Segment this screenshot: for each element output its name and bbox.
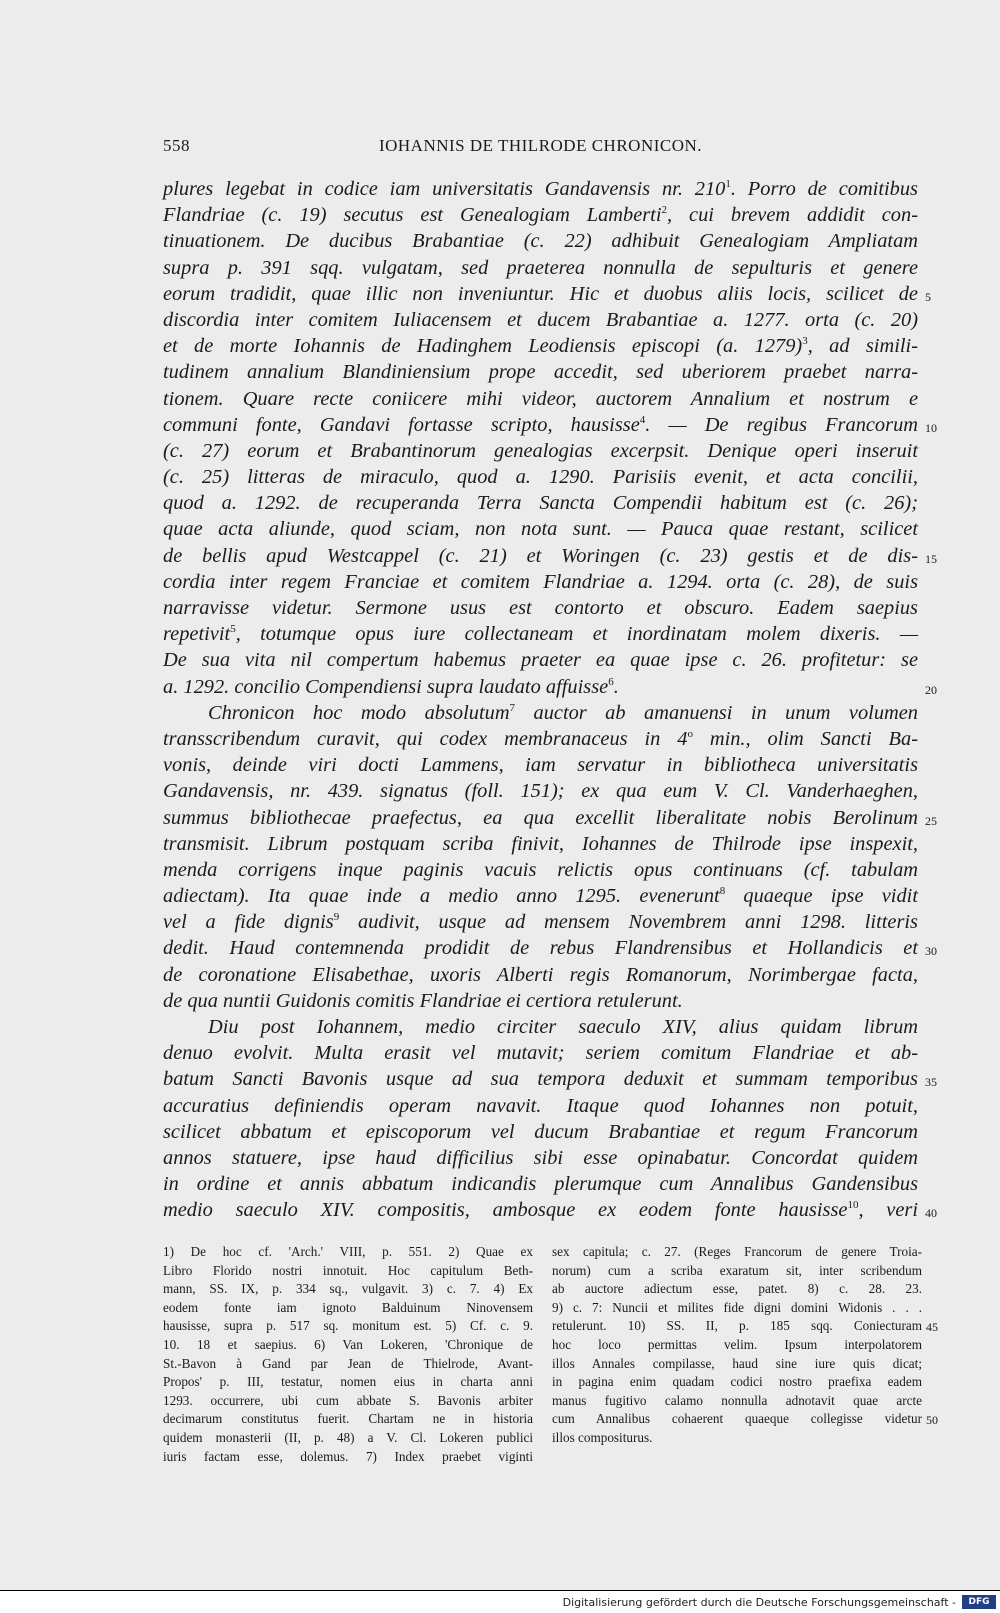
line-text-tail: , cui brevem addidit con-: [667, 204, 918, 227]
line-text-tail: min., olim Sancti Ba-: [692, 727, 918, 750]
text-line: [163, 647, 918, 673]
text-line: [163, 359, 918, 385]
line-text: tudinem annalium Blandiniensium prope accedit, sed uberiorem praebet narra-: [163, 361, 918, 384]
text-line: [163, 962, 918, 988]
line-text: cordia inter regem Franciae et comitem Flandriae a. 1294. orta (c. 28), de suis: [163, 570, 918, 593]
text-line: [163, 333, 918, 359]
footnote-line: 1) De hoc cf. 'Arch.' VIII, p. 551. 2) Quae ex: [163, 1244, 533, 1259]
footnote-line: Propos' p. III, testatur, nomen eius in charta anni: [163, 1374, 533, 1390]
text-line: [163, 543, 937, 569]
text-line: [163, 438, 918, 464]
footnote-ref: 1: [725, 178, 731, 191]
body-text: [163, 176, 937, 1224]
line-text: discordia inter comitem Iuliacensem et ducem Brabantiae a. 1277. orta (c. 20): [163, 308, 918, 331]
text-line: [163, 412, 937, 438]
text-line: [163, 831, 918, 857]
line-text: medio saeculo XIV. compositis, ambosque ex eodem fonte hausisse: [163, 1199, 848, 1222]
line-number: 50: [926, 1413, 938, 1428]
text-line: [163, 988, 918, 1014]
line-text-tail: . — De regibus Francorum: [645, 413, 918, 436]
text-line: [163, 621, 918, 647]
footnote-line: [552, 1262, 922, 1281]
line-text: supra p. 391 sqq. vulgatam, sed praeterea nonnulla de sepulturis et genere: [163, 256, 918, 279]
line-number: 45: [926, 1320, 938, 1335]
text-line: [163, 595, 918, 621]
footnote-ref: o: [687, 728, 693, 741]
footnote-ref: 3: [802, 335, 808, 348]
line-number: 10: [925, 420, 937, 435]
footnote-text: illos compositurus.: [552, 1429, 653, 1445]
line-text: Flandriae (c. 19) secutus est Genealogiam Lamberti: [163, 204, 662, 227]
footnote-ref: 7: [509, 701, 516, 714]
digitization-footer: [0, 1591, 1000, 1613]
footnote-ref: 8: [719, 885, 726, 898]
footnote-text: ab auctore adiectum esse, patet. 8) c. 28. 23.: [552, 1281, 922, 1297]
line-text: summus bibliothecae praefectus, ea qua excellit liberalitate nobis Berolinum: [163, 806, 918, 829]
line-text-tail: , veri: [858, 1199, 918, 1222]
line-number: 30: [925, 944, 937, 959]
text-line: [163, 805, 937, 831]
line-text: quod a. 1292. de recuperanda Terra Sancta Compendii habitum est (c. 26);: [163, 492, 918, 515]
line-text: transmisit. Librum postquam scriba finivit, Iohannes de Thilrode ipse inspexit,: [163, 832, 918, 855]
line-text: eorum tradidit, quae illic non inveniuntur. Hic et duobus aliis locis, scilicet de: [163, 282, 918, 305]
text-line: [163, 1197, 937, 1223]
text-line: [163, 1066, 937, 1092]
line-text: adiectam). Ita quae inde a medio anno 1295. evenerunt: [163, 885, 720, 908]
footnote-ref: 9: [333, 911, 340, 924]
line-text: tinuationem. De ducibus Brabantiae (c. 22) adhibuit Genealogiam Ampliatam: [163, 230, 918, 253]
line-text-tail: . Porro de comitibus: [730, 178, 918, 200]
text-line: [163, 935, 937, 961]
footnote-text: retulerunt. 10) SS. II, p. 185 sqq. Coniecturam: [552, 1318, 922, 1334]
footnote-text: illos Annales compilasse, haud sine iure quis dicat;: [552, 1355, 922, 1371]
footnote-line: St.-Bavon à Gand par Jean de Thielrode, Avant-: [163, 1355, 533, 1371]
line-text: repetivit: [163, 623, 231, 646]
footnote-line: Libro Florido nostri innotuit. Hoc capitulum Beth-: [163, 1262, 533, 1278]
line-text: Chronicon hoc modo absolutum: [208, 701, 510, 724]
footnote-line: 10. 18 et saepius. 6) Van Lokeren, 'Chronique de: [163, 1336, 533, 1352]
footnote-text: manus fugitivo calamo nonnulla adnotavit quae arcte: [552, 1392, 922, 1408]
text-line: [163, 700, 918, 726]
line-text-tail: , ad simili-: [807, 335, 918, 358]
line-text-tail: .: [613, 675, 619, 698]
text-line: [163, 857, 918, 883]
line-text: quae acta aliunde, quod sciam, non nota sunt. — Pauca quae restant, scilicet: [163, 518, 918, 541]
line-text: narravisse videtur. Sermone usus est contorto et obscuro. Eadem saepius: [163, 597, 918, 619]
text-line: [163, 1171, 918, 1197]
footnote-line: [552, 1392, 922, 1411]
text-line: [163, 1119, 918, 1145]
footnote-text: cum Annalibus cohaerent quaeque collegisse videtur: [552, 1411, 922, 1427]
text-line: [163, 386, 918, 412]
text-line: [163, 490, 918, 516]
line-number: 15: [925, 551, 937, 566]
line-text: vel a fide dignis: [163, 911, 334, 934]
page-number: 558: [163, 136, 190, 155]
line-number: 5: [925, 289, 931, 304]
line-text: batum Sancti Bavonis usque ad sua tempora deduxit et summam temporibus: [163, 1068, 918, 1091]
footnote-text: sex capitula; c. 27. (Reges Francorum de genere Troia-: [552, 1244, 922, 1259]
footnote-ref: 2: [661, 204, 668, 217]
line-text: annos statuere, ipse haud difficilius sibi esse opinabatur. Concordat quidem: [163, 1146, 918, 1169]
line-text-tail: audivit, usque ad mensem Novembrem anni 1298. litteris: [339, 911, 918, 934]
footnote-line: [552, 1429, 922, 1448]
footnote-line: [552, 1410, 938, 1429]
text-line: [163, 176, 918, 202]
line-text: tionem. Quare recte coniicere mihi videor, auctorem Annalium et nostrum e: [163, 387, 918, 410]
footnote-text: in pagina enim quadam codici nostro praefixa eadem: [552, 1374, 922, 1390]
footnote-text: hoc loco permittas velim. Ipsum interpolatorem: [552, 1336, 922, 1352]
line-text: de qua nuntii Guidonis comitis Flandriae ei certiora retulerunt.: [163, 989, 683, 1012]
footnote-line: 1293. occurrere, ubi cum abbate S. Bavonis arbiter: [163, 1392, 533, 1408]
dfg-logo-icon: DFG: [962, 1595, 996, 1609]
line-text: denuo evolvit. Multa erasit vel mutavit; seriem comitum Flandriae et ab-: [163, 1042, 918, 1065]
footnote-line: decimarum constitutus fuerit. Chartam ne in historia: [163, 1411, 533, 1427]
footnote-line: hausisse, supra p. 517 sq. monitum est. 5) Cf. c. 9.: [163, 1318, 533, 1334]
line-text: transscribendum curavit, qui codex membranaceus in 4: [163, 727, 688, 750]
line-text: (c. 27) eorum et Brabantinorum genealogias excerpsit. Denique operi inseruit: [163, 439, 918, 462]
footnote-line: [552, 1355, 922, 1374]
line-text: Gandavensis, nr. 439. signatus (foll. 151); ex qua eum V. Cl. Vanderhaeghen,: [163, 780, 918, 803]
text-line: [163, 674, 937, 700]
footnote-line: [552, 1299, 922, 1318]
footnote-line: iuris factam esse, dolemus. 7) Index praebet viginti: [163, 1448, 533, 1464]
text-line: [163, 255, 918, 281]
line-text: Diu post Iohannem, medio circiter saeculo XIV, alius quidam librum: [208, 1016, 918, 1038]
text-line: [163, 281, 931, 307]
footnote-line: [552, 1243, 922, 1262]
line-text-tail: , totumque opus iure collectaneam et inordinatam molem dixeris. —: [235, 623, 918, 646]
line-text: in ordine et annis abbatum indicandis plerumque cum Annalibus Gandensibus: [163, 1173, 918, 1196]
footnote-text: 9) c. 7: Nuncii et milites fide digni domini Widonis . . .: [552, 1299, 922, 1315]
footnote-ref: 10: [847, 1199, 859, 1212]
footnote-line: [552, 1336, 922, 1355]
line-text: de coronatione Elisabethae, uxoris Alberti regis Romanorum, Norimbergae facta,: [163, 963, 918, 986]
line-text: plures legebat in codice iam universitatis Gandavensis nr. 210: [163, 178, 726, 200]
line-text: de bellis apud Westcappel (c. 21) et Woringen (c. 23) gestis et de dis-: [163, 544, 918, 567]
text-line: [163, 778, 918, 804]
text-line: [163, 1014, 918, 1040]
text-line: [163, 752, 918, 778]
text-line: [163, 909, 918, 935]
line-text: a. 1292. concilio Compendiensi supra laudato affuisse: [163, 675, 609, 698]
line-text: et de morte Iohannis de Hadinghem Leodiensis episcopi (a. 1279): [163, 335, 803, 358]
line-text: De sua vita nil compertum habemus praeter ea quae ipse c. 26. profitetur: se: [163, 649, 918, 672]
line-text: menda corrigens inque paginis vacuis relictis opus continuans (cf. tabulam: [163, 858, 918, 881]
footnote-ref: 5: [230, 623, 236, 636]
line-text: communi fonte, Gandavi fortasse scripto, hausisse: [163, 413, 640, 436]
text-line: [163, 228, 918, 254]
footnote-line: eodem fonte iam ignoto Balduinum Ninovensem: [163, 1299, 533, 1315]
footnote-line: [552, 1373, 922, 1392]
footnote-line: mann, SS. IX, p. 334 sq., vulgavit. 3) c. 7. 4) Ex: [163, 1281, 533, 1297]
text-line: [163, 726, 918, 752]
footnote-line: quidem monasterii (II, p. 48) a V. Cl. Lokeren publici: [163, 1429, 533, 1445]
text-line: [163, 1040, 918, 1066]
footnote-line: [552, 1280, 922, 1299]
line-text-tail: quaeque ipse vidit: [725, 885, 918, 908]
line-text-tail: auctor ab amanuensi in unum volumen: [515, 701, 918, 724]
text-line: [163, 1145, 918, 1171]
footnotes-left-column: [163, 1243, 533, 1466]
text-line: [163, 202, 918, 228]
text-line: [163, 307, 918, 333]
line-text: scilicet abbatum et episcoporum vel ducum Brabantiae et regum Francorum: [163, 1120, 918, 1143]
text-line: [163, 883, 918, 909]
line-text: accuratius definiendis operam navavit. Itaque quod Iohannes non potuit,: [163, 1094, 918, 1117]
text-line: [163, 464, 918, 490]
line-number: 35: [925, 1075, 937, 1090]
footnotes-right-column: [552, 1243, 938, 1448]
text-line: [163, 1093, 918, 1119]
line-number: 40: [925, 1206, 937, 1221]
line-number: 25: [925, 813, 937, 828]
text-line: [163, 569, 918, 595]
footnote-ref: 4: [639, 413, 646, 426]
footer-credit: Digitalisierung gefördert durch die Deutsche Forschungsgemeinschaft -: [562, 1596, 956, 1609]
line-number: 20: [925, 682, 937, 697]
footnote-ref: 6: [608, 675, 614, 688]
line-text: dedit. Haud contemnenda prodidit de rebus Flandrensibus et Hollandicis et: [163, 937, 918, 960]
footnote-line: [552, 1317, 938, 1336]
line-text: vonis, deinde viri docti Lammens, iam servatur in bibliotheca universitatis: [163, 754, 918, 777]
line-text: (c. 25) litteras de miraculo, quod a. 1290. Parisiis evenit, et acta concilii,: [163, 466, 918, 489]
text-line: [163, 516, 918, 542]
running-title: IOHANNIS DE THILRODE CHRONICON.: [378, 136, 703, 155]
footnote-text: norum) cum a scriba exaratum sit, inter scribendum: [552, 1262, 922, 1278]
